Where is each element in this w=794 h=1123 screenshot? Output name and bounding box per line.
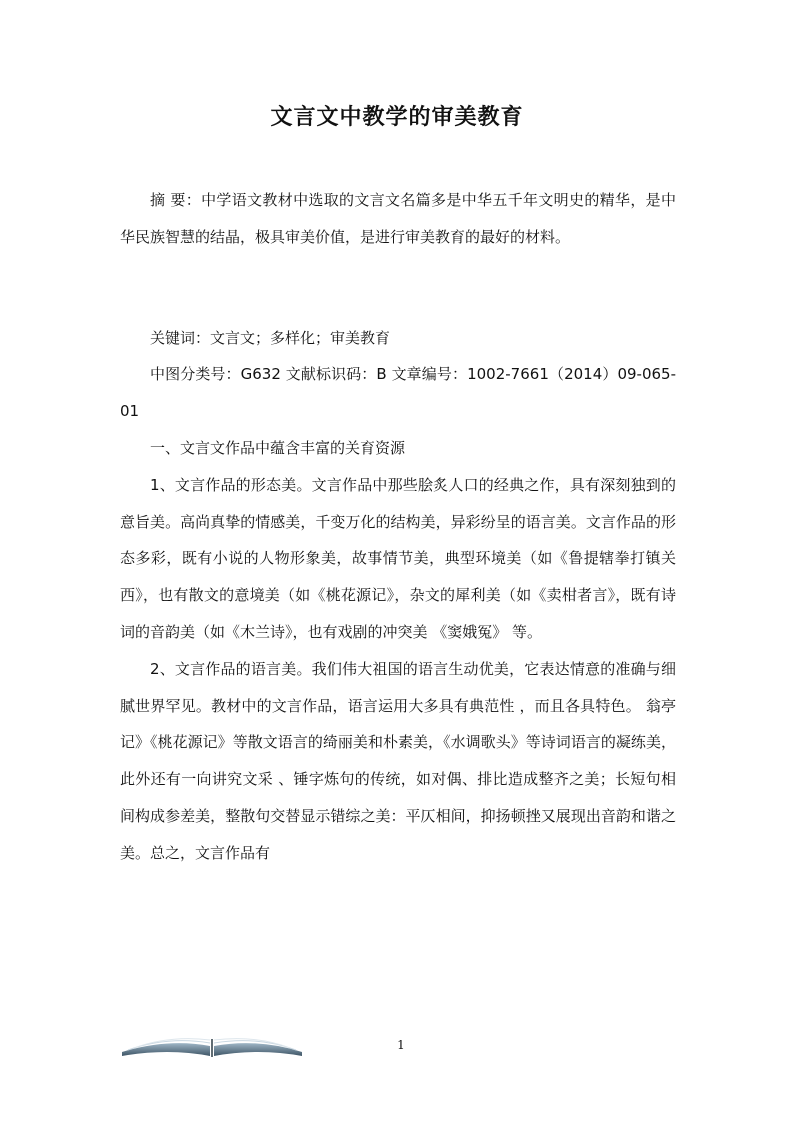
document-title: 文言文中教学的审美教育 xyxy=(270,105,524,130)
keywords-line: 关键词：文言文；多样化；审美教育 xyxy=(150,328,391,347)
body-paragraph: 2、文言作品的语言美。我们伟大祖国的语言生动优美，它表达情意的准确与细腻世界罕见。教材中的文言作品，语言运用大多具有典范性 ，而且各具特色。 翁亭记》《桃花源记》等散文语言的绮丽美和朴素美，《水调歌头》等诗词语言的凝练美，此外还有一向讲究文采 、锤字炼句的传统，如对偶、排比造成整齐之美；长短句相间构成参差美，整散句交替显示错综之美：平仄相间，抑扬顿挫又展现出音韵和谐之美。总之，文言作品有 xyxy=(120,659,676,862)
classification-line: 中图分类号：G632 文献标识码：B 文章编号：1002-7661（2014）09-065-01 xyxy=(120,365,676,421)
section-heading: 一、文言文作品中蕴含丰富的关育资源 xyxy=(150,438,406,457)
document-body xyxy=(120,182,676,872)
abstract-paragraph: 摘 要：中学语文教材中选取的文言文名篇多是中华五千年文明史的精华，是中华民族智慧的结晶，极具审美价值，是进行审美教育的最好的材料。 xyxy=(120,191,676,246)
open-book-icon xyxy=(118,1030,306,1058)
body-paragraph: 1、文言作品的形态美。文言作品中那些脍炙人口的经典之作，具有深刻独到的意旨美。高尚真挚的情感美，千变万化的结构美，异彩纷呈的语言美。文言作品的形态多彩，既有小说的人物形象美，故事情节美，典型环境美（如《鲁提辖拳打镇关西》，也有散文的意境美（如《桃花源记》，杂文的犀利美（如《卖柑者言》，既有诗词的音韵美（如《木兰诗》，也有戏剧的冲突美 《窦娥冤》 等。 xyxy=(120,475,676,641)
page-number: 1 xyxy=(397,1038,405,1052)
spacer xyxy=(120,256,676,320)
